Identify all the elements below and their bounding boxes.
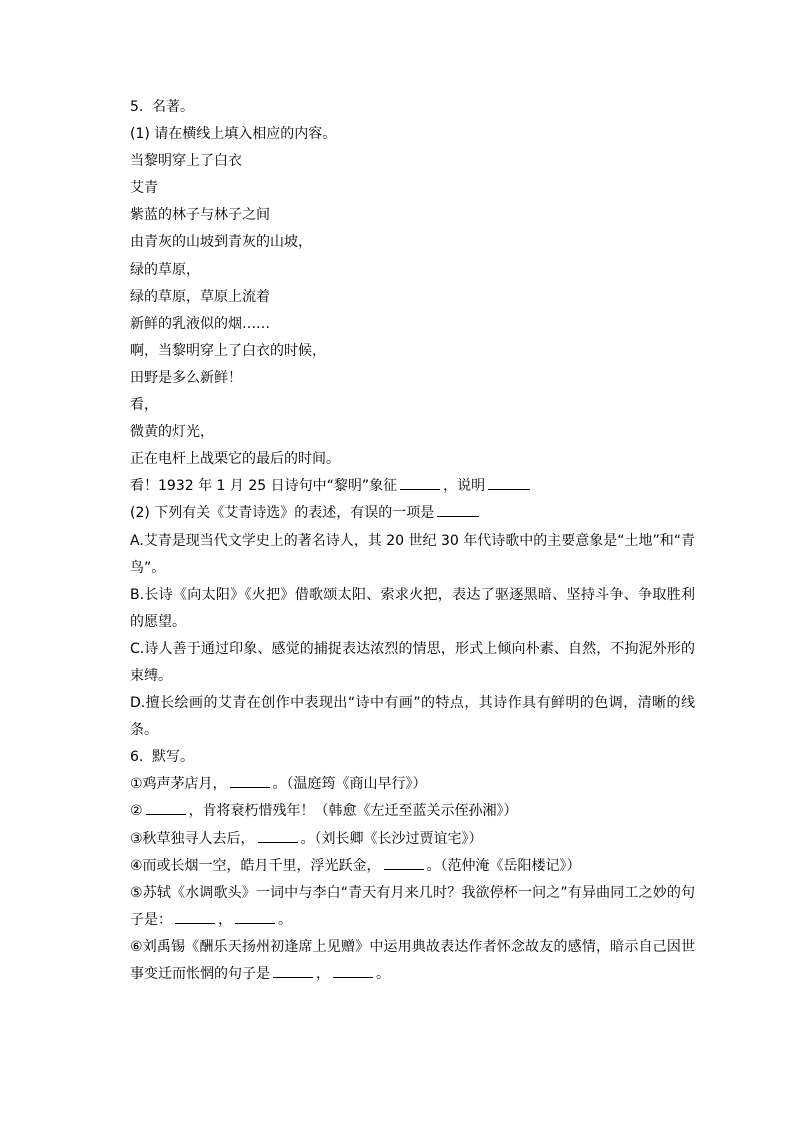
dictation-text: ④而或长烟一空，皓月千里，浮光跃金， [130, 857, 381, 874]
answer-blank[interactable] [273, 962, 313, 978]
dictation-text: ，肯将衰朽惜残年！（韩愈《左迁至蓝关示侄孙湘》） [188, 803, 518, 820]
dictation-text: 。 [376, 966, 390, 982]
answer-blank[interactable] [384, 854, 424, 870]
poem-line: 正在电杆上战栗它的最后的时间。 [130, 451, 340, 468]
poem-line: 田野是多么新鲜！ [130, 369, 242, 386]
answer-blank[interactable] [235, 908, 275, 924]
option-d: D.擅长绘画的艾青在创作中表现出“诗中有画”的特点，其诗作具有鲜明的色调，清晰的线条。 [130, 695, 695, 739]
poem-line: 微黄的灯光， [130, 424, 214, 441]
dictation-item [130, 798, 695, 825]
answer-blank[interactable] [333, 962, 373, 978]
poem-line: 由青灰的山坡到青灰的山坡， [130, 234, 312, 251]
dictation-text: 。（刘长卿《长沙过贾谊宅》） [300, 830, 483, 847]
question-6-number: 6. [130, 749, 144, 766]
poem-line: 紫蓝的林子与林子之间 [130, 207, 270, 224]
question-5-sub2 [130, 500, 695, 527]
poem-question-text: ，说明 [443, 478, 486, 495]
dictation-text: 。（范仲淹《岳阳楼记》） [426, 857, 581, 874]
poem-line: 看， [130, 397, 158, 414]
dictation-text: ② [130, 803, 143, 820]
document-page [130, 94, 695, 988]
answer-blank[interactable] [400, 474, 440, 490]
answer-blank[interactable] [175, 908, 215, 924]
answer-blank[interactable] [437, 501, 479, 517]
answer-blank[interactable] [146, 799, 186, 815]
poem-line: 绿的草原， [130, 261, 200, 278]
question-5-heading [130, 94, 695, 121]
dictation-text: ⑥刘禹锡《酬乐天扬州初逢席上见赠》中运用典故表达作者怀念故友的感情，暗示自己因世事变迁而怅惘的句子是 [130, 938, 695, 982]
dictation-item [130, 771, 695, 798]
answer-blank[interactable] [258, 827, 298, 843]
question-6-heading [130, 744, 695, 771]
poem-title: 当黎明穿上了白衣 [130, 153, 242, 170]
option-b: B.长诗《向太阳》《火把》借歌颂太阳、索求火把，表达了驱逐黑暗、坚持斗争、争取胜利的愿望。 [130, 586, 695, 630]
poem-line: 绿的草原，草原上流着 [130, 288, 270, 305]
poem-question-text: 看！1932 年 1 月 25 日诗句中“黎明”象征 [130, 478, 398, 495]
question-6-title: 默写。 [152, 749, 194, 766]
option-c: C.诗人善于通过印象、感觉的捕捉表达浓烈的情思，形式上倾向朴素、自然，不拘泥外形的束缚。 [130, 640, 695, 684]
option-a: A.艾青是现当代文学史上的著名诗人，其 20 世纪 30 年代诗歌中的主要意象是“土地”和“青鸟”。 [130, 532, 695, 576]
question-5-sub1: (1) 请在横线上填入相应的内容。 [130, 126, 337, 143]
question-5-title: 名著。 [152, 99, 194, 115]
dictation-text: ①鸡声茅店月， [130, 776, 227, 793]
answer-blank[interactable] [230, 772, 270, 788]
dictation-text: ， [316, 966, 330, 982]
dictation-item-6 [130, 934, 695, 988]
dictation-item-5 [130, 880, 695, 934]
question-5-sub2-text: (2) 下列有关《艾青诗选》的表述，有误的一项是 [130, 505, 435, 522]
answer-blank[interactable] [488, 474, 530, 490]
dictation-item [130, 853, 695, 880]
dictation-text: ， [218, 911, 232, 928]
dictation-text: 。 [278, 911, 292, 928]
poem-line: 新鲜的乳液似的烟…… [130, 315, 270, 332]
dictation-item [130, 826, 695, 853]
question-5-number: 5. [130, 99, 144, 115]
dictation-text: 。（温庭筠《商山早行》） [272, 776, 427, 793]
dictation-text: ③秋草独寻人去后， [130, 830, 255, 847]
poem-author: 艾青 [130, 180, 158, 197]
dictation-text: ⑤苏轼《水调歌头》一词中与李白“青天有月来几时？我欲停杯一问之”有异曲同工之妙的句子是： [130, 884, 695, 928]
poem-line: 啊，当黎明穿上了白衣的时候， [130, 342, 326, 359]
poem-question-line [130, 473, 695, 500]
